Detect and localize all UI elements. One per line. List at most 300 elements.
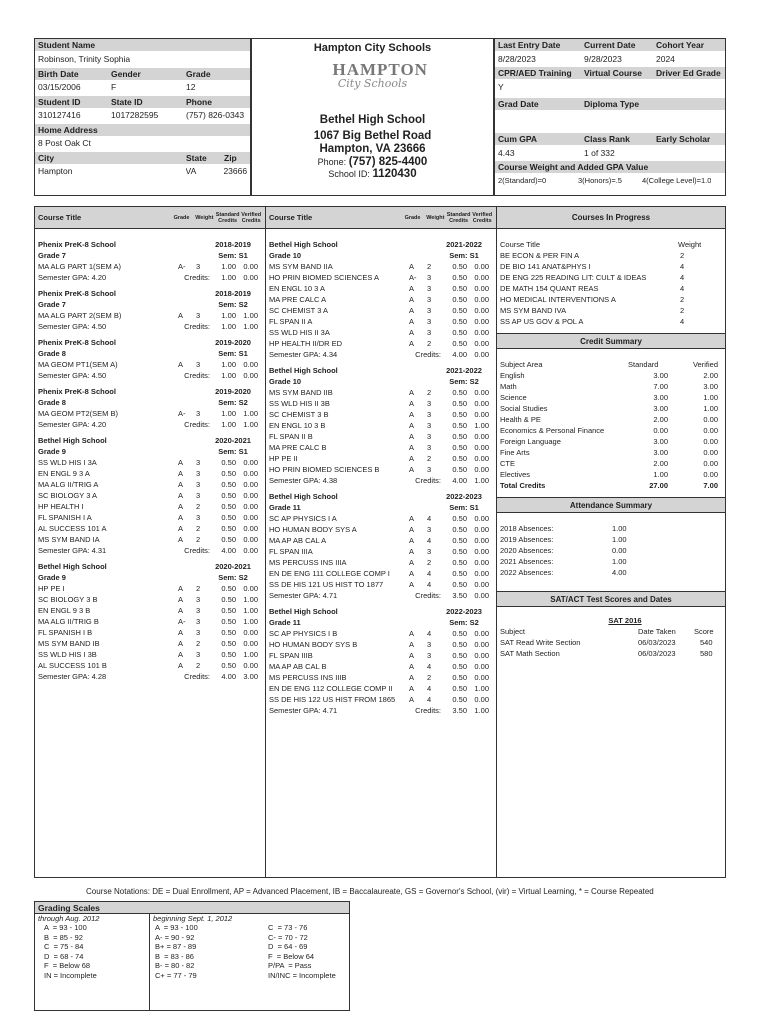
course-row (269, 283, 493, 294)
col1 (35, 229, 266, 877)
course-title: SC BIOLOGY 3 A (38, 491, 98, 500)
course-grade: A (409, 443, 415, 452)
status-block (494, 38, 726, 196)
course-weight: 3 (196, 650, 201, 659)
attendance-value: 4.00 (612, 568, 627, 577)
course-title: FL SPAN II B (269, 432, 313, 441)
grade-scale-entry: A = 93 - 100 (155, 923, 198, 932)
birth-date: 03/15/2006 (38, 82, 81, 92)
course-weight: 4 (427, 684, 432, 693)
test-row (500, 637, 722, 648)
course-weight: 2 (427, 673, 432, 682)
course-verified: 0.00 (474, 388, 489, 397)
course-standard: 0.50 (221, 628, 236, 637)
weight-college: 4(College Level)=1.0 (642, 176, 712, 185)
course-standard: 0.50 (452, 569, 467, 578)
term-label: Phenix PreK-8 School (38, 240, 116, 249)
course-verified: 0.00 (474, 432, 489, 441)
current-date-label: Current Date (584, 40, 636, 50)
course-weight: 4 (427, 514, 432, 523)
course-grade: A (409, 569, 415, 578)
grade-label: Grade (186, 69, 211, 79)
cs-total-label: Total Credits (500, 481, 546, 490)
last-entry-label: Last Entry Date (498, 40, 561, 50)
course-title: MS PERCUSS INS IIIB (269, 673, 347, 682)
grade-scale-entry: D = 68 - 74 (44, 951, 84, 961)
credit-row (500, 458, 722, 469)
course-grade: A- (178, 262, 186, 271)
course-grade: A (178, 524, 184, 533)
term-header-row (269, 250, 493, 261)
tests-col-date: Date Taken (638, 627, 676, 636)
term-label: Grade 9 (38, 447, 66, 456)
term-label: Bethel High School (269, 492, 338, 501)
credits-verified: 1.00 (243, 322, 258, 331)
attendance-value: 1.00 (612, 557, 627, 566)
credit-verified: 1.00 (703, 393, 718, 402)
term-label: Grade 10 (269, 377, 302, 386)
course-standard: 1.00 (221, 409, 236, 418)
course-standard: 0.50 (452, 684, 467, 693)
semester-gpa: Semester GPA: 4.31 (38, 546, 107, 555)
school-address-2: Hampton, VA 23666 (319, 143, 426, 155)
course-standard: 0.50 (221, 458, 236, 467)
course-row (38, 638, 262, 649)
ip-course-weight: 4 (680, 317, 685, 326)
term-header-row (38, 337, 262, 348)
course-weight: 2 (196, 584, 201, 593)
course-title: SC AP PHYSICS I B (269, 629, 338, 638)
col1-header-std: Standard Credits (215, 211, 240, 224)
ip-course-title: BE ECON & PER FIN A (500, 251, 580, 260)
course-standard: 0.50 (452, 695, 467, 704)
student-name: Robinson, Trinity Sophia (38, 54, 131, 64)
course-row (269, 628, 493, 639)
credit-row (500, 381, 722, 392)
course-verified: 0.00 (474, 317, 489, 326)
course-grade: A (178, 491, 184, 500)
course-standard: 0.50 (452, 295, 467, 304)
col2-header-std: Standard Credits (446, 211, 471, 224)
credit-subject: Economics & Personal Finance (500, 426, 605, 435)
course-verified: 0.00 (474, 465, 489, 474)
credit-row (500, 469, 722, 480)
course-row (269, 650, 493, 661)
course-title: SS WLD HIS II 3B (269, 399, 330, 408)
col1-header (35, 207, 266, 229)
course-weight: 4 (427, 695, 432, 704)
school-phone-label: Phone: (317, 157, 347, 167)
credit-standard: 2.00 (653, 415, 668, 424)
term-header-row (38, 561, 262, 572)
course-title: FL SPANISH I B (38, 628, 93, 637)
course-title: SC CHEMIST 3 B (269, 410, 329, 419)
semester-gpa: Semester GPA: 4.34 (269, 350, 338, 359)
course-row (38, 627, 262, 638)
course-verified: 0.00 (243, 513, 258, 522)
course-grade: A (409, 695, 415, 704)
course-standard: 0.50 (452, 547, 467, 556)
course-weight: 3 (196, 491, 201, 500)
course-standard: 1.00 (221, 360, 236, 369)
credits-verified: 3.00 (243, 672, 258, 681)
grade-scale-entry: B+ = 87 - 89 (155, 942, 197, 951)
credit-summary-header: Credit Summary (497, 333, 725, 349)
credit-subject: Science (500, 393, 527, 402)
course-title: MA ALG II/TRIG B (38, 617, 99, 626)
term-label: Grade 8 (38, 349, 66, 358)
course-title: MS SYM BAND IIA (269, 262, 333, 271)
course-row (38, 468, 262, 479)
course-grade: A (409, 306, 415, 315)
credit-standard: 1.00 (653, 470, 668, 479)
course-title: HP PE I (38, 584, 65, 593)
course-verified: 0.00 (474, 536, 489, 545)
course-row (269, 524, 493, 535)
term-label: Grade 9 (38, 573, 66, 582)
semester-gpa: Semester GPA: 4.50 (38, 371, 107, 380)
course-grade: A (409, 421, 415, 430)
grading-scales (34, 901, 350, 1011)
test-score: 540 (700, 638, 713, 647)
course-title: EN ENGL 9 3 B (38, 606, 91, 615)
course-standard: 0.50 (452, 536, 467, 545)
course-weight: 3 (196, 595, 201, 604)
term-header-row (38, 435, 262, 446)
course-title: MA GEOM PT2(SEM B) (38, 409, 119, 418)
course-weight: 3 (427, 651, 432, 660)
course-title: MA ALG II/TRIG A (38, 480, 99, 489)
course-verified: 0.00 (474, 306, 489, 315)
course-verified: 0.00 (243, 584, 258, 593)
attendance-year: 2019 Absences: (500, 535, 554, 544)
cum-gpa-label: Cum GPA (498, 134, 538, 144)
credit-standard: 3.00 (653, 448, 668, 457)
course-standard: 0.50 (221, 595, 236, 604)
course-weight: 3 (196, 409, 201, 418)
credits-label: Credits: (184, 420, 210, 429)
in-progress-row (500, 305, 722, 316)
course-standard: 0.50 (452, 284, 467, 293)
term-value: Sem: S1 (218, 447, 248, 456)
course-row (38, 512, 262, 523)
term-value: Sem: S2 (218, 573, 248, 582)
credit-verified: 0.00 (703, 426, 718, 435)
weight-standard: 2(Standard)=0 (498, 176, 547, 185)
course-title: AL SUCCESS 101 A (38, 524, 107, 533)
course-verified: 0.00 (243, 661, 258, 670)
course-weight: 3 (196, 628, 201, 637)
virtual-course-label: Virtual Course (584, 68, 642, 78)
grade-scale-entry: F = Below 68 (44, 961, 91, 970)
col1-header-weight: Weight (195, 214, 214, 221)
course-standard: 0.50 (221, 617, 236, 626)
gender: F (111, 82, 117, 92)
course-verified: 0.00 (243, 469, 258, 478)
attendance-value: 1.00 (612, 524, 627, 533)
course-title: MA PRE CALC A (269, 295, 327, 304)
course-weight: 2 (427, 454, 432, 463)
credits-verified: 1.00 (243, 420, 258, 429)
course-standard: 0.50 (452, 388, 467, 397)
course-row (269, 672, 493, 683)
credit-row (500, 403, 722, 414)
credit-standard: 2.00 (653, 459, 668, 468)
course-grade: A- (178, 409, 186, 418)
course-standard: 0.50 (221, 524, 236, 533)
course-row (38, 605, 262, 616)
test-subject: SAT Read Write Section (500, 638, 581, 647)
home-address: 8 Post Oak Ct (38, 138, 91, 148)
state-label: State (186, 153, 207, 163)
course-standard: 0.50 (452, 443, 467, 452)
credits-verified: 0.00 (474, 591, 489, 600)
course-standard: 0.50 (452, 580, 467, 589)
term-header-row (38, 250, 262, 261)
course-standard: 0.50 (221, 535, 236, 544)
course-verified: 1.00 (474, 684, 489, 693)
semester-summary-row (269, 475, 493, 486)
course-weight: 3 (196, 617, 201, 626)
course-verified: 0.00 (243, 480, 258, 489)
course-notations: Course Notations: DE = Dual Enrollment, AP = Advanced Placement, IB = Baccalaureate, GS = Governor's School, (vir) = Virtual Learning, * = Course Repeated (86, 887, 654, 896)
course-row (269, 639, 493, 650)
course-weight: 2 (427, 262, 432, 271)
in-progress-row (500, 250, 722, 261)
course-verified: 0.00 (474, 273, 489, 282)
term-value: Sem: S1 (449, 503, 479, 512)
course-standard: 0.50 (221, 469, 236, 478)
term-header-row (269, 365, 493, 376)
course-weight: 3 (196, 480, 201, 489)
course-title: SC BIOLOGY 3 B (38, 595, 98, 604)
course-weight: 3 (196, 360, 201, 369)
course-verified: 0.00 (474, 525, 489, 534)
course-verified: 0.00 (474, 410, 489, 419)
course-weight: 3 (427, 640, 432, 649)
school-address-1: 1067 Big Bethel Road (313, 130, 432, 142)
course-grade: A (409, 388, 415, 397)
course-verified: 0.00 (474, 284, 489, 293)
term-header-row (38, 239, 262, 250)
student-id: 310127416 (38, 110, 81, 120)
course-standard: 0.50 (221, 639, 236, 648)
course-row (38, 649, 262, 660)
course-row (269, 661, 493, 672)
course-row (269, 453, 493, 464)
course-verified: 0.00 (243, 262, 258, 271)
course-weight: 3 (427, 317, 432, 326)
course-standard: 0.50 (452, 410, 467, 419)
term-value: 2022-2023 (446, 607, 482, 616)
district-name: Hampton City Schools (313, 42, 432, 54)
ip-course-title: DE BIO 141 ANAT&PHYS I (500, 262, 591, 271)
test-subject: SAT Math Section (500, 649, 560, 658)
course-grade: A (409, 536, 415, 545)
credit-subject: English (500, 371, 525, 380)
course-verified: 0.00 (243, 360, 258, 369)
course-standard: 0.50 (452, 421, 467, 430)
course-standard: 0.50 (452, 339, 467, 348)
course-standard: 0.50 (221, 480, 236, 489)
course-title: MS PERCUSS INS IIIA (269, 558, 347, 567)
col1-header-ver: Verified Credits (241, 211, 262, 224)
term-value: 2021-2022 (446, 366, 482, 375)
zip-label: Zip (224, 153, 237, 163)
term-label: Grade 11 (269, 618, 301, 627)
course-standard: 0.50 (452, 640, 467, 649)
course-grade: A- (178, 617, 186, 626)
weight-honors: 3(Honors)=.5 (578, 176, 622, 185)
credit-subject: Foreign Language (500, 437, 561, 446)
course-standard: 0.50 (452, 673, 467, 682)
credits-standard: 4.00 (221, 546, 236, 555)
course-grade: A (409, 673, 415, 682)
course-row (269, 327, 493, 338)
course-weight: 3 (427, 443, 432, 452)
tests-rows (500, 637, 722, 659)
course-grade: A (409, 399, 415, 408)
course-row (38, 479, 262, 490)
term-label: Grade 11 (269, 503, 301, 512)
course-verified: 1.00 (243, 311, 258, 320)
course-weight: 3 (196, 469, 201, 478)
course-title: FL SPAN IIIB (269, 651, 313, 660)
course-title: HP PE II (269, 454, 298, 463)
course-verified: 0.00 (474, 514, 489, 523)
school-name: Bethel High School (319, 114, 426, 126)
in-progress-header (497, 207, 725, 229)
credit-verified: 0.00 (703, 415, 718, 424)
course-verified: 0.00 (474, 558, 489, 567)
course-verified: 1.00 (243, 617, 258, 626)
course-standard: 0.50 (221, 650, 236, 659)
grade-scale-entry: C+ = 77 - 79 (155, 970, 197, 980)
course-verified: 0.00 (243, 628, 258, 637)
course-verified: 0.00 (243, 491, 258, 500)
cs-col-subject: Subject Area (500, 360, 543, 369)
course-standard: 0.50 (221, 606, 236, 615)
semester-gpa: Semester GPA: 4.71 (269, 591, 338, 600)
course-weight: 3 (196, 513, 201, 522)
credit-verified: 0.00 (703, 459, 718, 468)
gender-label: Gender (111, 69, 141, 79)
course-row (269, 387, 493, 398)
term-value: 2018-2019 (215, 240, 251, 249)
course-grade: A (409, 629, 415, 638)
course-weight: 4 (427, 569, 432, 578)
ip-col-title: Course Title (500, 240, 541, 249)
term-label: Grade 10 (269, 251, 302, 260)
cs-total-ver: 7.00 (703, 481, 718, 490)
grade-scale-entry: C = 75 - 84 (44, 942, 84, 951)
course-grade: A (409, 651, 415, 660)
term-label: Phenix PreK-8 School (38, 338, 116, 347)
course-grade: A (409, 514, 415, 523)
attendance-row (500, 567, 722, 578)
course-row (38, 408, 262, 419)
grading-title: Grading Scales (35, 902, 349, 914)
credit-row (500, 436, 722, 447)
credits-label: Credits: (415, 706, 441, 715)
course-row (269, 442, 493, 453)
cs-total-std: 27.00 (649, 481, 668, 490)
credits-standard: 1.00 (221, 273, 236, 282)
course-title: SS WLD HIS I 3B (38, 650, 97, 659)
course-row (38, 534, 262, 545)
weight-label: Course Weight and Added GPA Value (495, 161, 725, 173)
attendance-row (500, 523, 722, 534)
course-row (269, 694, 493, 705)
scale2-head: beginning Sept. 1, 2012 (153, 914, 233, 923)
scale1-head: through Aug. 2012 (38, 914, 100, 923)
course-weight: 4 (427, 580, 432, 589)
course-grade: A (409, 547, 415, 556)
course-grade: A (409, 580, 415, 589)
credits-verified: 0.00 (474, 350, 489, 359)
term-header-row (38, 386, 262, 397)
course-grade: A (409, 465, 415, 474)
course-standard: 0.50 (452, 317, 467, 326)
term-value: Sem: S2 (449, 618, 479, 627)
state-id: 1017282595 (111, 110, 159, 120)
test-date: 06/03/2023 (638, 638, 676, 647)
course-standard: 0.50 (221, 502, 236, 511)
course-row (269, 316, 493, 327)
course-weight: 3 (427, 295, 432, 304)
course-verified: 0.00 (474, 580, 489, 589)
course-verified: 0.00 (243, 524, 258, 533)
state-id-label: State ID (111, 97, 143, 107)
course-standard: 0.50 (221, 661, 236, 670)
semester-summary-row (38, 671, 262, 682)
course-weight: 3 (427, 399, 432, 408)
course-row (38, 310, 262, 321)
in-progress-row (500, 316, 722, 327)
student-info-block (34, 38, 251, 196)
grade-scale-entry: C- = 70 - 72 (268, 932, 308, 942)
credit-standard: 3.00 (653, 371, 668, 380)
class-rank-label: Class Rank (584, 134, 630, 144)
course-grade: A (409, 454, 415, 463)
in-progress-row (500, 261, 722, 272)
birth-date-label: Birth Date (38, 69, 79, 79)
grade-scale-entry: C = 73 - 76 (268, 923, 308, 932)
col2-header-weight: Weight (426, 214, 445, 221)
course-title: EN ENGL 10 3 A (269, 284, 326, 293)
course-standard: 1.00 (221, 311, 236, 320)
course-weight: 4 (427, 536, 432, 545)
course-title: AL SUCCESS 101 B (38, 661, 107, 670)
grade-scale-entry: B = 85 - 92 (44, 932, 83, 942)
course-title: FL SPAN IIIA (269, 547, 313, 556)
class-rank: 1 of 332 (584, 148, 615, 158)
course-title: MA ALG PART 1(SEM A) (38, 262, 121, 271)
credit-summary-section (497, 349, 725, 497)
course-title: SC AP PHYSICS I A (269, 514, 337, 523)
tests-col-score: Score (694, 627, 714, 636)
semester-gpa: Semester GPA: 4.20 (38, 420, 107, 429)
course-title: MA AP AB CAL B (269, 662, 327, 671)
course-standard: 0.50 (452, 454, 467, 463)
course-weight: 2 (427, 339, 432, 348)
credits-label: Credits: (184, 322, 210, 331)
course-verified: 0.00 (474, 339, 489, 348)
ip-course-weight: 4 (680, 273, 685, 282)
driver-ed-label: Driver Ed Grade (656, 68, 721, 78)
term-value: Sem: S1 (449, 251, 479, 260)
ip-course-weight: 2 (680, 306, 685, 315)
